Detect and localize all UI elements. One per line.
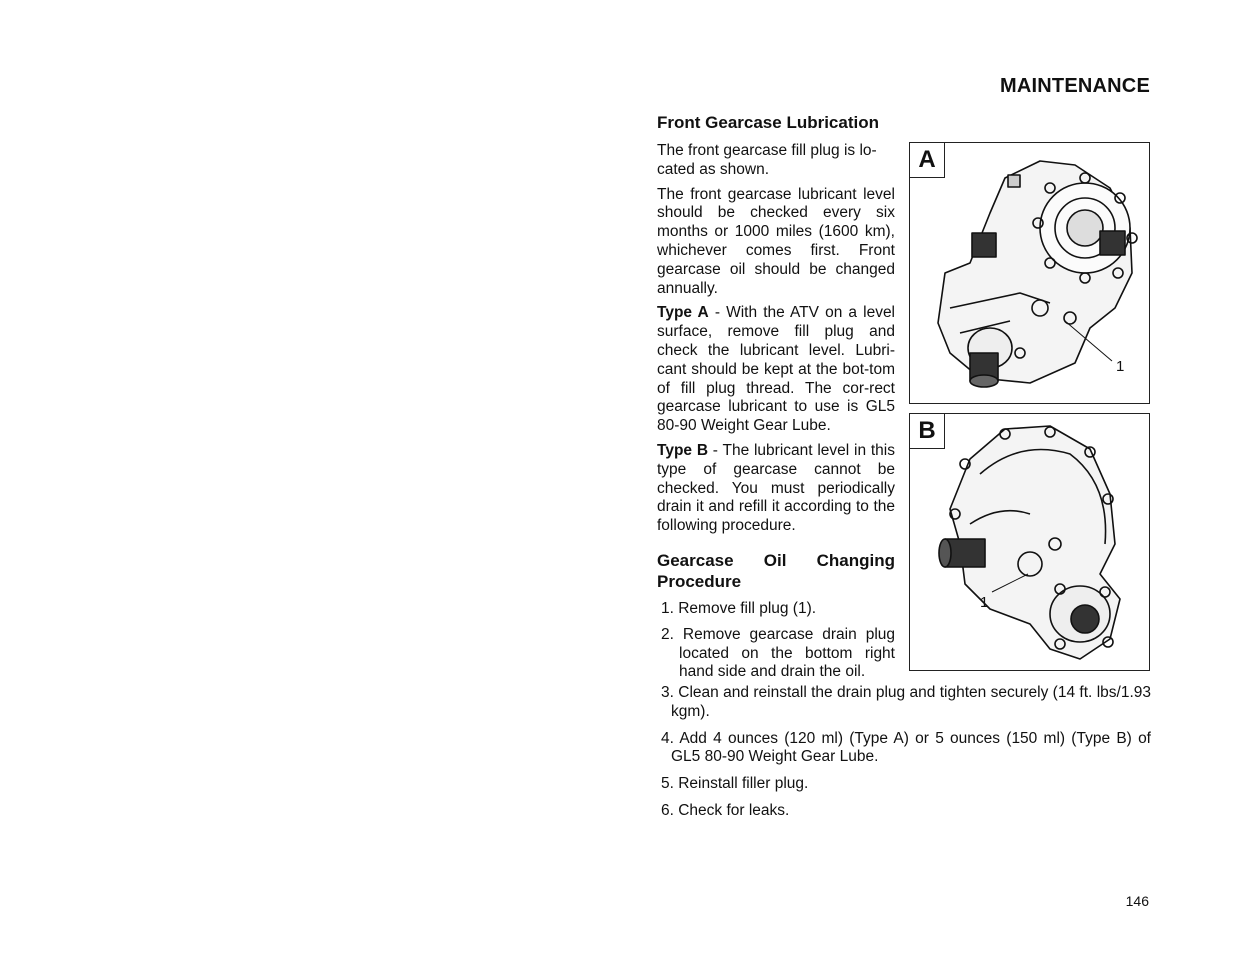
figure-a-label: A bbox=[910, 143, 945, 178]
type-b-label: Type B bbox=[657, 441, 709, 459]
figure-a-gearcase bbox=[909, 142, 1150, 404]
procedure-heading bbox=[657, 550, 895, 592]
figure-a-callout: 1 bbox=[1116, 358, 1125, 375]
step-4: 4. Add 4 ounces (120 ml) (Type A) or 5 ounces (150 ml) (Type B) of GL5 80-90 Weight Gear Lube. bbox=[661, 729, 1151, 766]
step-5: 5. Reinstall filler plug. bbox=[661, 775, 809, 793]
figure-b-gearcase bbox=[909, 413, 1150, 671]
step-2: 2. Remove gearcase drain plug located on the bottom right hand side and drain the oil. bbox=[661, 625, 895, 681]
step-3: 3. Clean and reinstall the drain plug and tighten securely (14 ft. lbs/1.93 kgm). bbox=[661, 684, 1151, 720]
type-a-paragraph bbox=[657, 304, 895, 436]
type-a-text: - With the ATV on a level surface, remove fill plug and check the lubricant level. Lubri-cant should be kept at the bot-tom of fill plug thread. The cor-rect gearcase lubricant to use is GL5 80-90 Weight Gear Lube. bbox=[657, 304, 896, 435]
type-b-text: - The lubricant level in this type of gearcase cannot be checked. You must periodically drain it and refill it according to the following procedure. bbox=[657, 441, 895, 535]
type-a-label: Type A bbox=[657, 304, 709, 322]
step-1: 1. Remove fill plug (1). bbox=[661, 599, 817, 617]
fill-plug-location-paragraph: The front gearcase fill plug is lo-cated as shown. bbox=[657, 142, 877, 178]
check-interval-paragraph: The front gearcase lubricant level should be checked every six months or 1000 miles (1600 km), whichever comes first. Front gearcase oil should be changed annually. bbox=[657, 185, 895, 297]
procedure-steps-wide bbox=[657, 684, 1151, 829]
type-b-paragraph bbox=[657, 442, 895, 536]
figure-b-label: B bbox=[910, 414, 945, 449]
step-6: 6. Check for leaks. bbox=[661, 801, 790, 819]
section-header: MAINTENANCE bbox=[1000, 75, 1150, 97]
gearcase-b-illustration bbox=[910, 414, 1149, 670]
figure-b-callout: 1 bbox=[980, 594, 989, 611]
page-title: Front Gearcase Lubrication bbox=[657, 113, 879, 132]
main-text-column bbox=[657, 142, 895, 689]
page-number: 146 bbox=[1125, 893, 1149, 909]
procedure-steps-narrow bbox=[657, 600, 895, 682]
procedure-heading-line1: Gearcase Oil Changing bbox=[657, 550, 895, 570]
procedure-heading-line2: Procedure bbox=[657, 571, 742, 591]
gearcase-a-illustration bbox=[910, 143, 1149, 403]
